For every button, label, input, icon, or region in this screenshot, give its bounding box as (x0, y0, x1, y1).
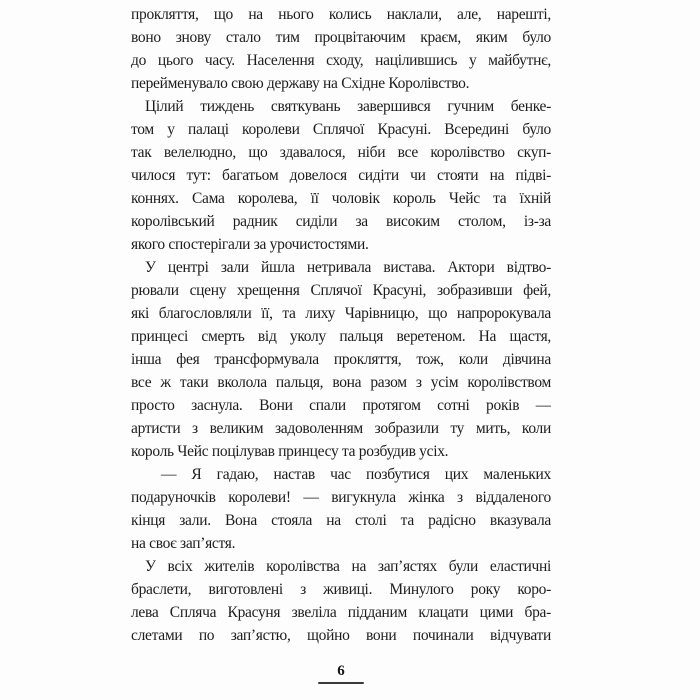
text-line: подаруночків королеви! — вигукнула жінка з віддаленого (131, 489, 551, 506)
text-line: королівський радник сиділи за високим столом, із-за (131, 213, 551, 230)
page-footer (131, 662, 551, 684)
text-line: том у палаці королеви Сплячої Красуні. Всередині було (131, 121, 551, 138)
text-line: принцесі смерть від уколу пальця веретеном. На щастя, (131, 328, 551, 345)
text-block (131, 3, 551, 647)
text-line: браслети, виготовлені з живиці. Минулого року коро- (131, 581, 551, 598)
text-line: король Чейс поцілував принцесу та розбудив усіх. (131, 443, 449, 460)
text-line: на своє зап’ястя. (131, 535, 236, 552)
text-line: — Я гадаю, настав час позбутися цих маленьких (161, 466, 551, 483)
text-line: Цілий тиждень святкувань завершився гучним бенке- (145, 98, 551, 115)
text-line: все ж таки вколола пальця, вона разом з усім королівством (131, 374, 551, 391)
text-line: якого спостерігали за урочистостями. (131, 236, 369, 253)
text-line: слетами по зап’ястю, щойно вони починали відчувати (131, 627, 551, 644)
text-line: чилося тут: багатьом довелося сидіти чи стояти на підві- (131, 167, 551, 184)
text-line: У всіх жителів королівства на зап’ястях були еластичні (145, 558, 551, 575)
text-line: перейменувало свою державу на Східне Королівство. (131, 75, 470, 92)
text-line: У центрі зали йшла нетривала вистава. Актори відтво- (145, 259, 551, 276)
text-line: коннях. Сама королева, її чоловік король Чейс та їхній (131, 190, 551, 207)
text-line: інша фея трансформувала прокляття, тож, коли дівчина (131, 351, 551, 368)
text-line: артисти з великим задоволенням зобразили ту мить, коли (131, 420, 551, 437)
text-line: які благословляли її, та лиху Чарівницю, що напророкувала (131, 305, 551, 322)
text-line: просто заснула. Вони спали протягом сотні років — (131, 397, 551, 414)
text-line: кінця зали. Вона стояла на столі та радісно вказувала (131, 512, 551, 529)
text-line: рювали сцену хрещення Сплячої Красуні, зобразивши фей, (131, 282, 551, 299)
text-line: так велелюдно, що здавалося, ніби все королівство скуп- (131, 144, 551, 161)
text-line: прокляття, що на нього колись наклали, але, нарешті, (131, 6, 551, 23)
page-number-rule (318, 682, 364, 684)
page-number: 6 (337, 663, 345, 679)
text-line: воно знову стало тим процвітаючим краєм, яким було (131, 29, 551, 46)
text-line: лева Спляча Красуня звеліла підданим клацати цими бра- (131, 604, 551, 621)
text-line: до цього часу. Населення сходу, націлившись у майбутнє, (131, 52, 551, 69)
